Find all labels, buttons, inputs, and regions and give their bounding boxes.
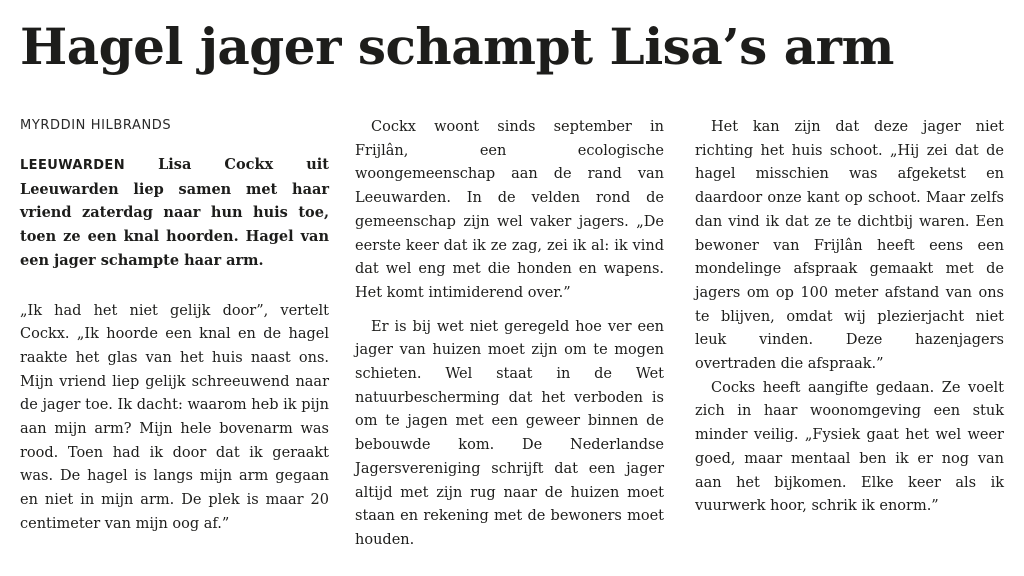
article-dateline: LEEUWARDEN [20, 158, 125, 173]
article-paragraph: Cockx woont sinds september in Frijlân, een ecologische woongemeenschap aan de rand van Leeuwarden. In de velden rond de gemeenschap zijn wel vaker jagers. „De eerste keer dat ik ze zag, zei ik al: ik vind dat wel eng met die honden en wapens. Het komt intimiderend over.” [355, 119, 664, 301]
article-byline: MYRDDIN HILBRANDS [20, 118, 172, 133]
article-paragraph: Er is bij wet niet geregeld hoe ver een jager van huizen moet zijn om te mogen schieten. Wel staat in de Wet natuurbescherming dat het verboden is om te jagen met een geweer binnen de bebouwde kom. De Nederlandse Jagersvereniging schrijft dat een jager altijd met zijn rug naar de huizen moet staan en rekening met de bewoners moet houden. [355, 318, 664, 548]
article-paragraph: Cocks heeft aangifte gedaan. Ze voelt zich in haar woonomgeving een stuk minder veilig. „Fysiek gaat het wel weer goed, maar mentaal ben ik er nog van aan het bijkomen. Elke keer als ik vuurwerk hoor, schrik ik enorm.” [695, 379, 1004, 515]
article-paragraph: Het kan zijn dat deze jager niet richting het huis schoot. „Hij zei dat de hagel misschien was afgeketst en daardoor onze kant op schoot. Maar zelfs dan vind ik dat ze te dichtbij waren. Een bewoner van Frijlân heeft eens een mondelinge afspraak gemaakt met de jagers om op 100 meter afstand van ons te blijven, omdat wij plezierjacht niet leuk vinden. Deze hazenjagers overtraden die afspraak.” [695, 119, 1004, 373]
article-column-1 [20, 116, 329, 537]
article-column-3 [695, 116, 1004, 519]
article-intro-text: Lisa Cockx uit Leeuwarden liep samen met haar vriend zaterdag naar hun huis toe, toen ze een knal hoorden. Hagel van een jager schampte haar arm. [20, 156, 329, 269]
article-headline: Hagel jager schampt Lisa’s arm [20, 17, 894, 76]
article-column-2 [355, 116, 664, 553]
article-intro [20, 153, 329, 273]
article-paragraph: „Ik had het niet gelijk door”, vertelt Cockx. „Ik hoorde een knal en de hagel raakte het glas van het huis naast ons. Mijn vriend liep gelijk schreeuwend naar de jager toe. Ik dacht: waarom heb ik pijn aan mijn arm? Mijn hele bovenarm was rood. Toen had ik door dat ik geraakt was. De hagel is langs mijn arm gegaan en niet in mijn arm. De plek is maar 20 centimeter van mijn oog af.” [20, 302, 329, 532]
